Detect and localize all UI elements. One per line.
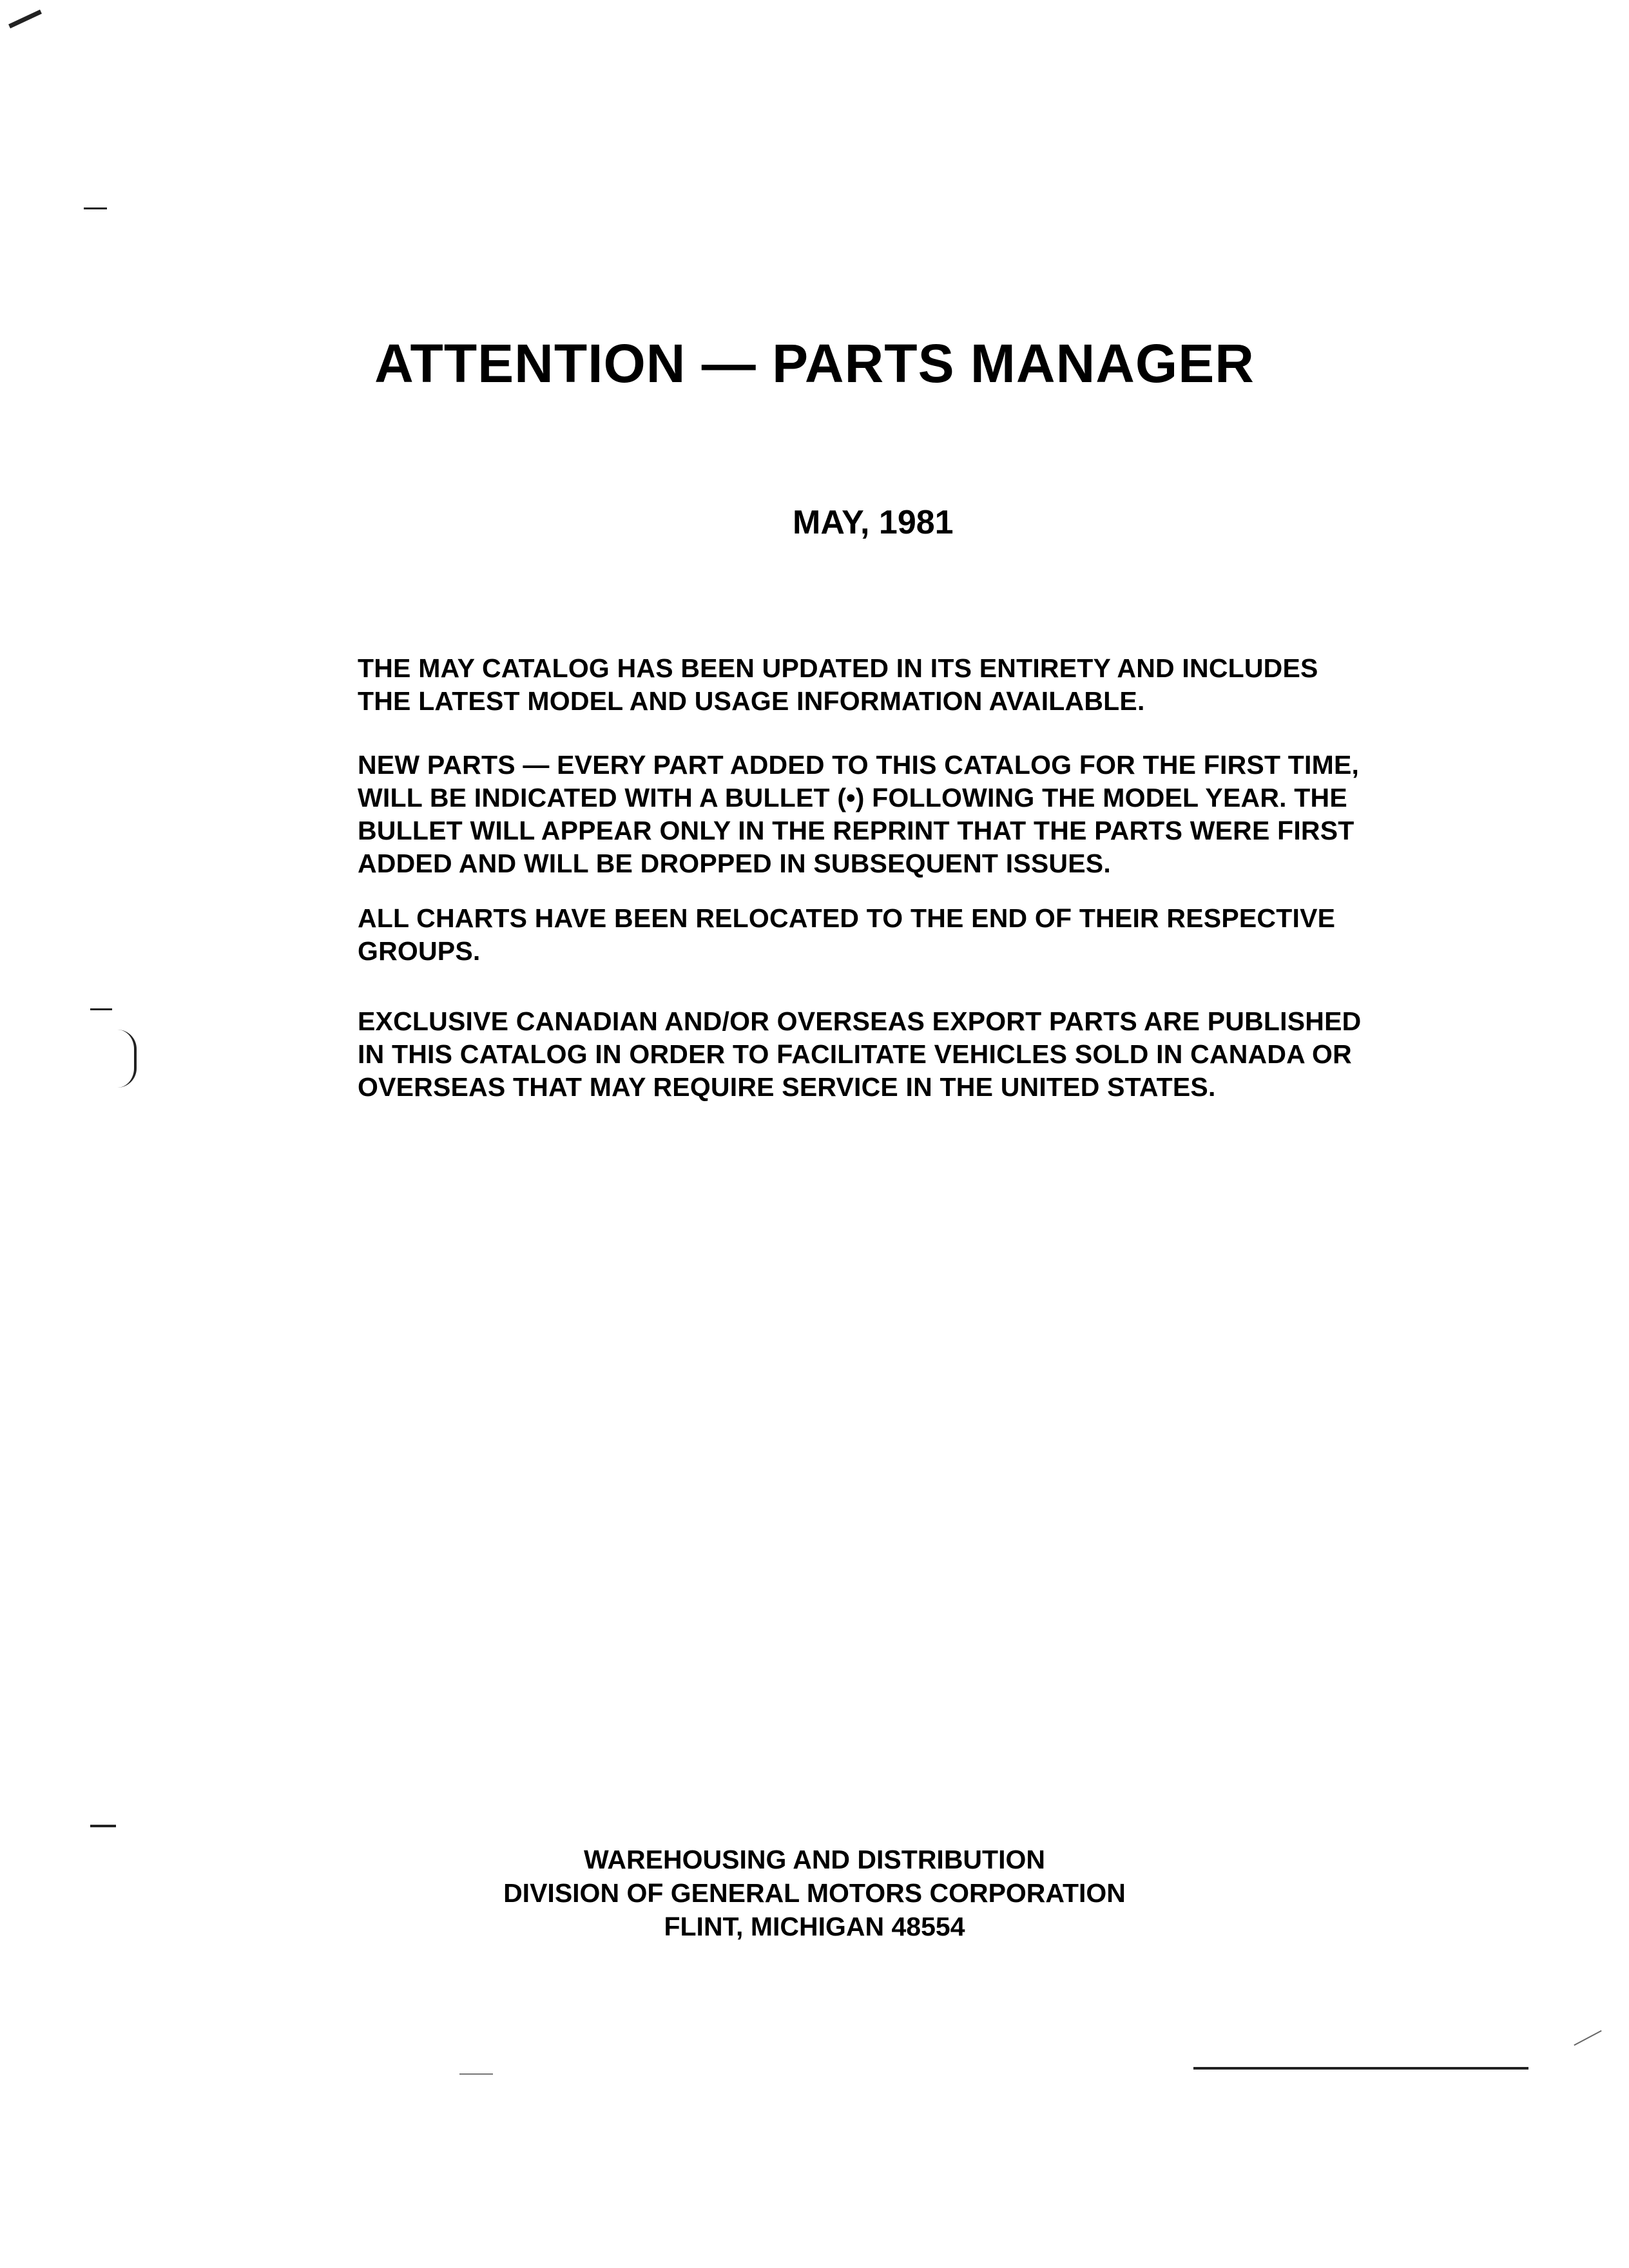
- scan-line: [1193, 2067, 1528, 2070]
- scan-mark: [90, 1008, 112, 1010]
- scan-mark: [8, 10, 42, 28]
- scan-mark: [116, 1030, 137, 1088]
- paragraph-charts: ALL CHARTS HAVE BEEN RELOCATED TO THE END OF THEIR RESPECTIVE GROUPS.: [358, 903, 1336, 966]
- scan-mark: [84, 207, 107, 209]
- paragraph-export-parts: EXCLUSIVE CANADIAN AND/OR OVERSEAS EXPORT PARTS ARE PUBLISHED IN THIS CATALOG IN ORDER TO FACILITATE VEHICLES SOLD IN CANADA OR OVERSEAS THAT MAY REQUIRE SERVICE IN THE UNITED STATES.: [358, 1006, 1362, 1102]
- footer-line: DIVISION OF GENERAL MOTORS CORPORATION: [503, 1878, 1126, 1908]
- paragraph-catalog-update: THE MAY CATALOG HAS BEEN UPDATED IN ITS ENTIRETY AND INCLUDES THE LATEST MODEL AND USAGE INFORMATION AVAILABLE.: [358, 653, 1318, 716]
- footer-line: FLINT, MICHIGAN 48554: [664, 1912, 965, 1941]
- paragraph-new-parts: NEW PARTS — EVERY PART ADDED TO THIS CATALOG FOR THE FIRST TIME, WILL BE INDICATED WITH A BULLET (•) FOLLOWING THE MODEL YEAR. THE BULLET WILL APPEAR ONLY IN THE REPRINT THAT THE PARTS WERE FIRST ADDED AND WILL BE DROPPED IN SUBSEQUENT ISSUES.: [358, 750, 1360, 878]
- issue-date: MAY, 1981: [793, 504, 954, 541]
- scan-mark: [459, 2073, 493, 2075]
- footer-line: WAREHOUSING AND DISTRIBUTION: [584, 1845, 1045, 1874]
- page-title: ATTENTION — PARTS MANAGER: [374, 333, 1255, 394]
- footer-address: [0, 1843, 1629, 1943]
- scan-mark: [1574, 2030, 1601, 2046]
- scan-mark: [90, 1825, 116, 1827]
